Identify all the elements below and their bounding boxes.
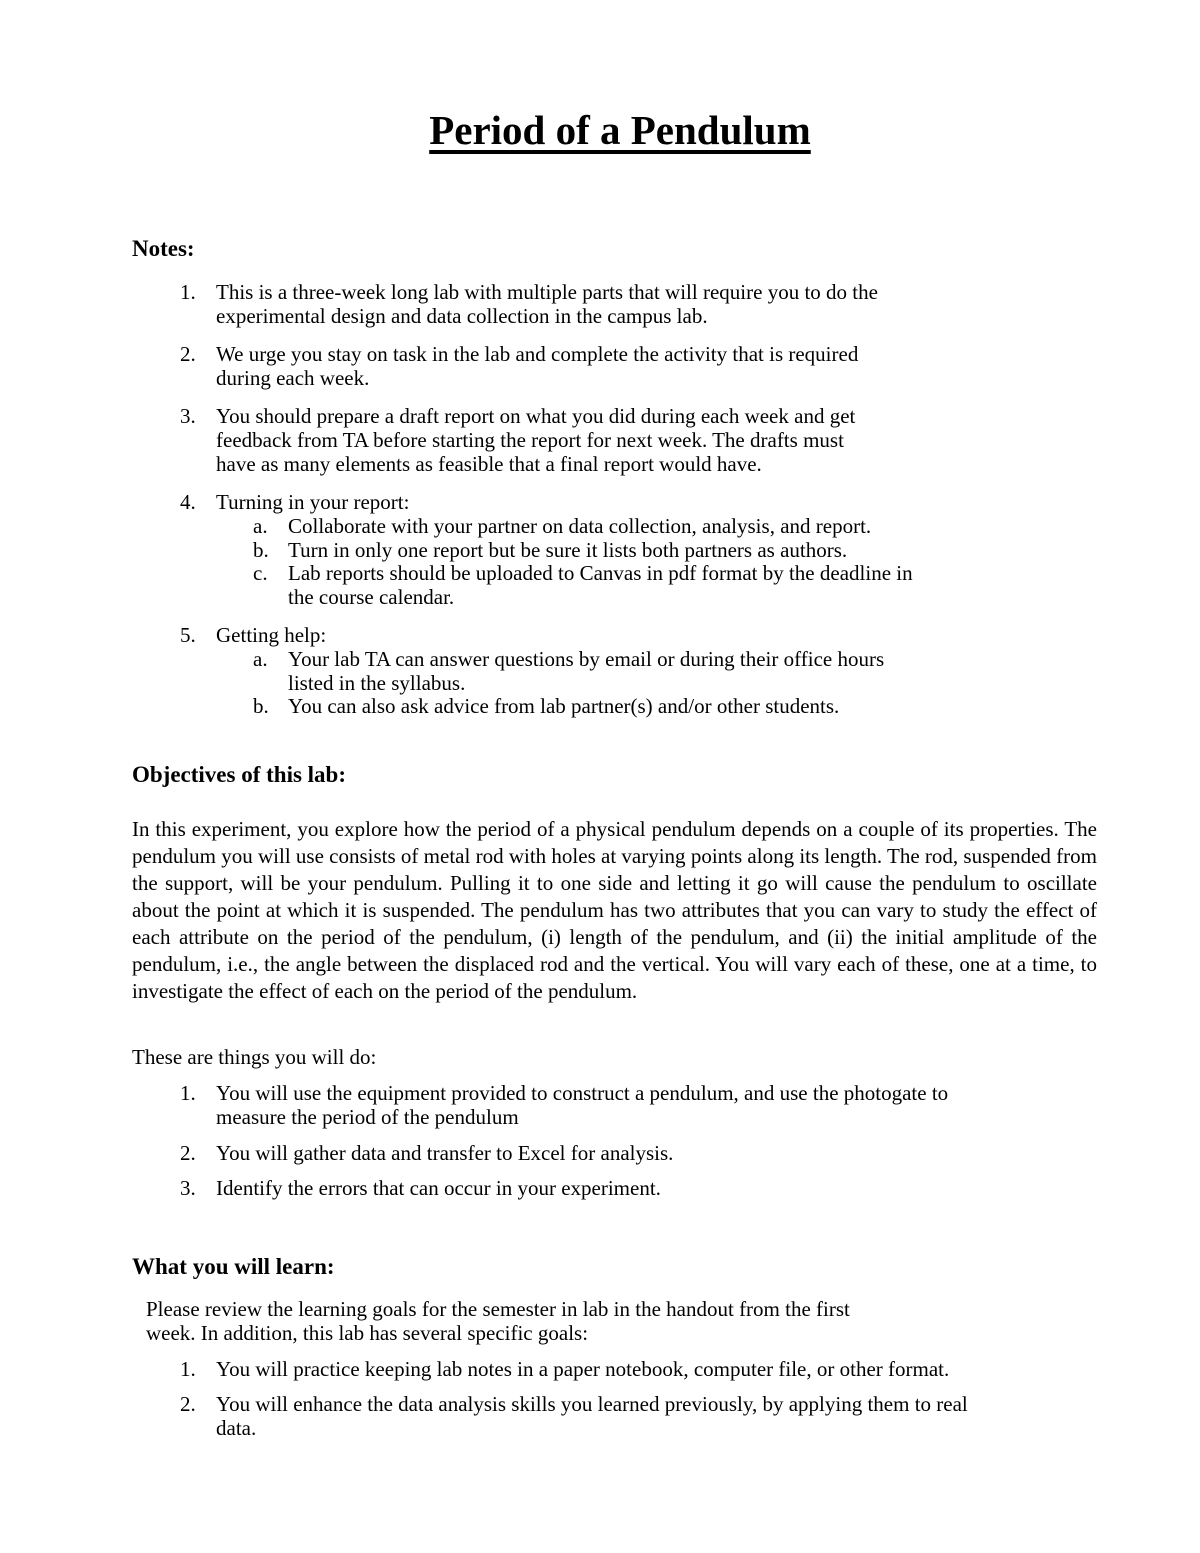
- list-number: 3.: [180, 1176, 196, 1200]
- sublist-letter: a.: [253, 514, 268, 538]
- list-text: You will practice keeping lab notes in a paper notebook, computer file, or other format.: [216, 1357, 950, 1381]
- list-text: Getting help:: [216, 623, 327, 647]
- list-text: You should prepare a draft report on what you did during each week and get: [216, 404, 856, 428]
- sublist-text: Collaborate with your partner on data collection, analysis, and report.: [288, 514, 872, 538]
- list-number: 1.: [180, 1357, 196, 1381]
- list-number: 2.: [180, 342, 196, 366]
- document-title: Period of a Pendulum: [429, 107, 811, 153]
- learn-intro-line: Please review the learning goals for the semester in lab in the handout from the first: [146, 1297, 850, 1321]
- objectives-paragraph: In this experiment, you explore how the period of a physical pendulum depends on a couple of its properties. The pendulum you will use consists of metal rod with holes at varying points along its length. The rod, suspended from the support, will be your pendulum. Pulling it to one side and letting it go will cause the pendulum to oscillate about the point at which it is suspended. The pendulum has two attributes that you can vary to study the effect of each attribute on the period of the pendulum, (i) length of the pendulum, and (ii) the initial amplitude of the pendulum, i.e., the angle between the displaced rod and the vertical. You will vary each of these, one at a time, to investigate the effect of each on the period of the pendulum.: [132, 817, 1097, 1003]
- sublist-text: listed in the syllabus.: [288, 671, 466, 695]
- sublist-text: Lab reports should be uploaded to Canvas in pdf format by the deadline in: [288, 561, 913, 585]
- learn-heading: What you will learn:: [132, 1254, 335, 1279]
- list-number: 4.: [180, 490, 196, 514]
- list-number: 1.: [180, 280, 196, 304]
- things-intro: These are things you will do:: [132, 1045, 377, 1069]
- list-text: during each week.: [216, 366, 370, 390]
- sublist-text: the course calendar.: [288, 585, 455, 609]
- sublist-text: Turn in only one report but be sure it lists both partners as authors.: [288, 538, 848, 562]
- list-text: feedback from TA before starting the report for next week. The drafts must: [216, 428, 844, 452]
- list-number: 3.: [180, 404, 196, 428]
- list-number: 1.: [180, 1081, 196, 1105]
- list-text: You will gather data and transfer to Excel for analysis.: [216, 1141, 674, 1165]
- sublist-text: Your lab TA can answer questions by email or during their office hours: [288, 647, 885, 671]
- sublist-letter: a.: [253, 647, 268, 671]
- list-text: We urge you stay on task in the lab and complete the activity that is required: [216, 342, 859, 366]
- objectives-heading: Objectives of this lab:: [132, 762, 347, 787]
- list-number: 2.: [180, 1392, 196, 1416]
- sublist-letter: c.: [253, 561, 268, 585]
- list-text: You will use the equipment provided to construct a pendulum, and use the photogate to: [216, 1081, 949, 1105]
- sublist-text: You can also ask advice from lab partner(s) and/or other students.: [288, 694, 840, 718]
- sublist-letter: b.: [253, 538, 269, 562]
- list-number: 2.: [180, 1141, 196, 1165]
- list-text: data.: [216, 1416, 257, 1440]
- learn-intro-line: week. In addition, this lab has several specific goals:: [146, 1321, 589, 1345]
- list-text: You will enhance the data analysis skills you learned previously, by applying them to real: [216, 1392, 968, 1416]
- sublist-letter: b.: [253, 694, 269, 718]
- list-text: Turning in your report:: [216, 490, 410, 514]
- list-text: This is a three-week long lab with multiple parts that will require you to do the: [216, 280, 878, 304]
- list-text: Identify the errors that can occur in your experiment.: [216, 1176, 661, 1200]
- list-number: 5.: [180, 623, 196, 647]
- list-text: measure the period of the pendulum: [216, 1105, 519, 1129]
- notes-heading: Notes:: [132, 236, 195, 261]
- list-text: experimental design and data collection in the campus lab.: [216, 304, 708, 328]
- list-text: have as many elements as feasible that a final report would have.: [216, 452, 762, 476]
